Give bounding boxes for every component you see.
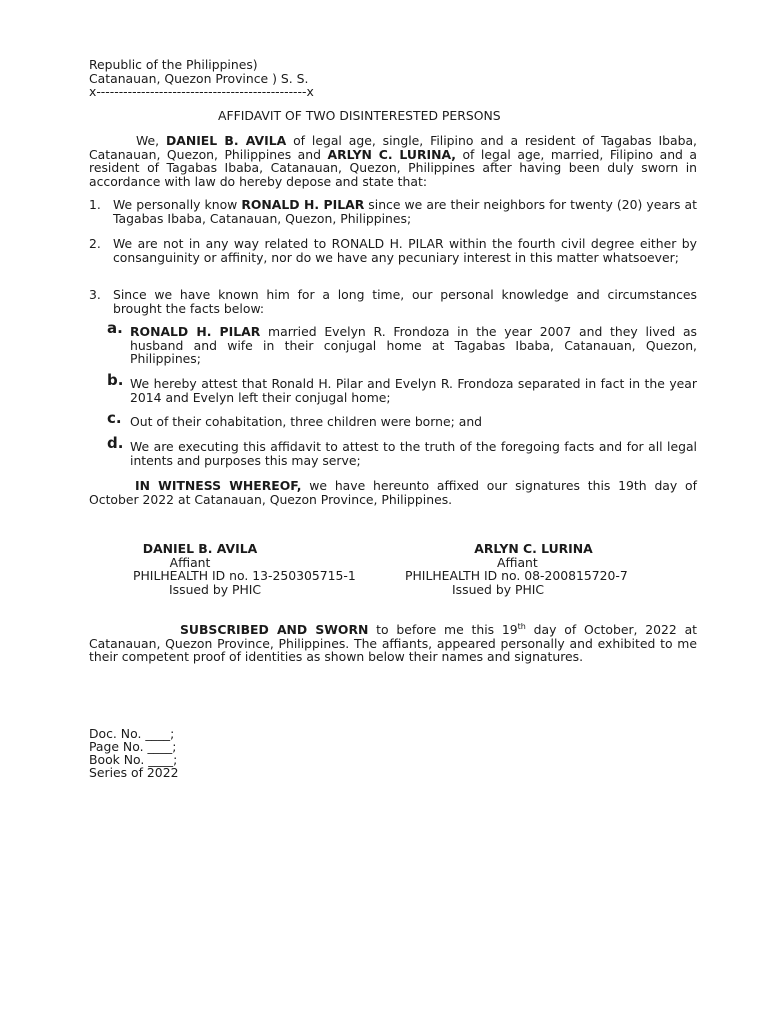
signatory-2-role: Affiant <box>497 554 538 570</box>
subitem-letter-d: d. <box>107 434 124 452</box>
series-year: Series of 2022 <box>89 765 179 780</box>
signatory-2-id: PHILHEALTH ID no. 08-200815720-7 <box>405 568 628 584</box>
item-number-2: 2. <box>89 236 101 251</box>
item-number-1: 1. <box>89 197 101 212</box>
doc-number: Doc. No. ____; <box>89 726 175 741</box>
signatory-1-block <box>112 541 356 597</box>
subitem-b-text: We hereby attest that Ronald H. Pilar and Evelyn R. Frondoza separated in fact in the year 2014 and Evelyn left their conjugal home; <box>130 376 697 405</box>
page-number: Page No. ____; <box>89 739 177 754</box>
header-divider: x-----------------------------------------------x <box>89 84 314 99</box>
intro-paragraph: We, DANIEL B. AVILA of legal age, single, Filipino and a resident of Tagabas Ibaba, Catanauan, Quezon, Philippines and ARLYN C. LURINA, of legal age, married, Filipino and a resident of Tagabas Ibaba, Catanauan, Quezon, Philippines after having been duly sworn in accordance with law do hereby depose and state that: <box>89 133 697 189</box>
signatory-1-issued: Issued by PHIC <box>169 581 262 597</box>
item-2-text: We are not in any way related to RONALD H. PILAR within the fourth civil degree either by consanguinity or affinity, nor do we have any pecuniary interest in this matter whatsoever; <box>113 236 697 265</box>
signatory-2-issued: Issued by PHIC <box>452 581 545 597</box>
subitem-a-text: RONALD H. PILAR married Evelyn R. Frondoza in the year 2007 and they lived as husband and wife in their conjugal home at Tagabas Ibaba, Catanauan, Quezon, Philippines; <box>130 324 697 367</box>
subitem-letter-a: a. <box>107 319 123 337</box>
document-title: AFFIDAVIT OF TWO DISINTERESTED PERSONS <box>218 108 501 123</box>
subitem-c-text: Out of their cohabitation, three children were borne; and <box>130 414 483 429</box>
signatory-1-name: DANIEL B. AVILA <box>142 541 258 556</box>
signatory-1-id: PHILHEALTH ID no. 13-250305715-1 <box>133 568 356 584</box>
subitem-letter-c: c. <box>107 409 122 427</box>
header-republic: Republic of the Philippines) <box>89 57 258 72</box>
jurat-paragraph: SUBSCRIBED AND SWORN to before me this 19th day of October, 2022 at Catanauan, Quezon Province, Philippines. The affiants, appeared personally and exhibited to me their competent proof of identities as shown below their names and signatures. <box>89 621 698 665</box>
subitem-letter-b: b. <box>107 371 124 389</box>
item-number-3: 3. <box>89 287 101 302</box>
witness-paragraph: IN WITNESS WHEREOF, we have hereunto affixed our signatures this 19th day of October 2022 at Catanauan, Quezon Province, Philippines. <box>89 478 697 507</box>
signatory-2-name: ARLYN C. LURINA <box>474 541 593 556</box>
signatory-2-block <box>405 541 628 597</box>
subitem-d-text: We are executing this affidavit to attest to the truth of the foregoing facts and for all legal intents and purposes this may serve; <box>130 439 697 468</box>
signatory-1-role: Affiant <box>169 554 211 570</box>
affiant-name-1: DANIEL B. AVILA <box>165 133 287 148</box>
affiant-name-2: ARLYN C. LURINA, <box>327 146 456 162</box>
book-number: Book No. ____; <box>89 752 178 767</box>
header-venue: Catanauan, Quezon Province ) S. S. <box>89 71 309 86</box>
item-3-text: Since we have known him for a long time, our personal knowledge and circumstances brought the facts below: <box>113 287 697 316</box>
item-1-text: We personally know RONALD H. PILAR since we are their neighbors for twenty (20) years at Tagabas Ibaba, Catanauan, Quezon, Philippines; <box>113 197 698 226</box>
